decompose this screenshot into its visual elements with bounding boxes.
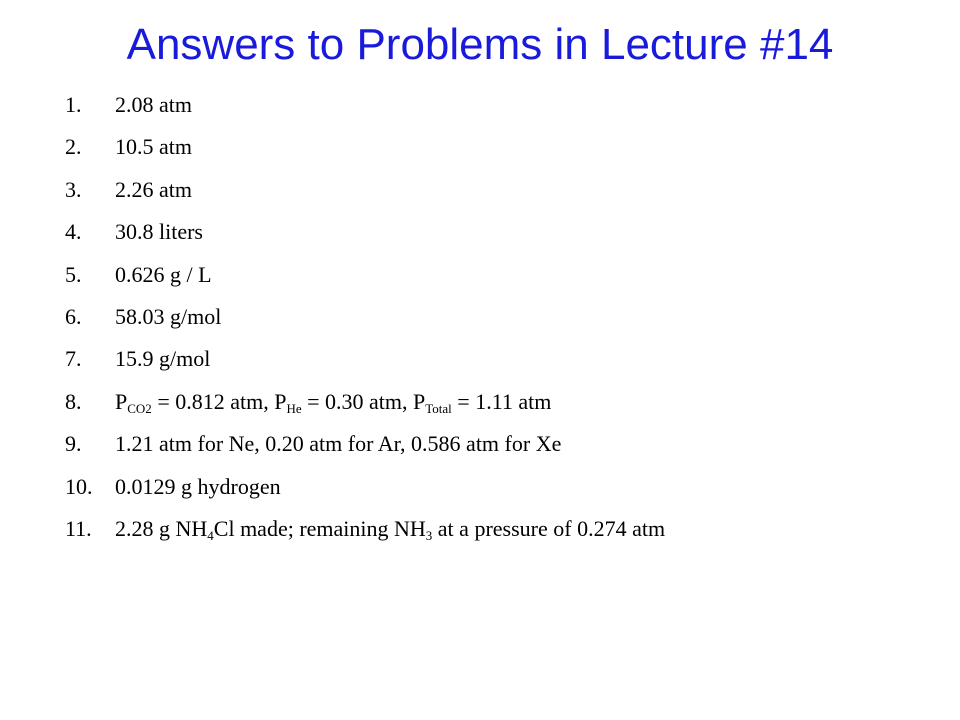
subscript: 4 [207, 527, 214, 543]
answer-text-segment: 30.8 liters [115, 219, 203, 245]
answer-text-segment: 2.26 atm [115, 176, 192, 202]
answer-item [65, 466, 665, 508]
answer-text [115, 346, 210, 371]
subscript: Total [425, 400, 452, 416]
answer-text [115, 389, 551, 414]
answer-item [65, 169, 665, 211]
answer-text [115, 474, 281, 499]
answer-text-segment: Cl made; remaining NH [213, 515, 426, 541]
answer-text-segment: 2.28 g NH [115, 515, 208, 541]
answer-text-segment: 1.21 atm for Ne, 0.20 atm for Ar, 0.586 atm for Xe [115, 431, 562, 457]
answer-text-segment: 0.0129 g hydrogen [115, 473, 281, 499]
answer-text-segment: P [115, 388, 128, 414]
answer-number: 1. [65, 92, 82, 117]
answer-text-segment: 58.03 g/mol [115, 303, 222, 329]
answer-text [115, 304, 221, 329]
answer-number: 6. [65, 303, 82, 329]
answer-number: 2. [65, 134, 82, 160]
answer-text [115, 177, 192, 202]
answer-item [65, 381, 665, 423]
subscript: He [286, 400, 302, 416]
answer-text-segment: 0.626 g / L [115, 261, 212, 287]
answer-number: 10. [65, 473, 93, 499]
answer-item [65, 84, 665, 126]
answer-text [115, 92, 192, 117]
answer-text [115, 262, 212, 287]
answer-item [65, 211, 665, 253]
answer-number: 11. [65, 515, 92, 541]
answer-text [115, 431, 561, 456]
answer-number: 5. [65, 261, 82, 287]
answer-number: 8. [65, 388, 82, 414]
slide-title: Answers to Problems in Lecture #14 [126, 20, 834, 69]
answer-text-segment: = 0.30 atm, P [301, 388, 426, 414]
answer-number: 4. [65, 219, 82, 245]
answer-text-segment: 15.9 g/mol [115, 346, 211, 372]
answer-text-segment: at a pressure of 0.274 atm [432, 515, 666, 541]
answer-item [65, 254, 665, 296]
answer-item [65, 126, 665, 168]
answer-number: 7. [65, 346, 82, 372]
answer-text-segment: = 1.11 atm [451, 388, 552, 414]
answer-item [65, 423, 665, 465]
answer-text-segment: 10.5 atm [115, 134, 192, 160]
answer-text [115, 134, 192, 159]
answer-text-segment: 2.08 atm [115, 92, 192, 117]
answer-list [65, 84, 665, 550]
subscript: 3 [425, 527, 433, 543]
answer-text [115, 516, 665, 541]
answer-item [65, 508, 665, 550]
answer-item [65, 338, 665, 380]
answer-text-segment: = 0.812 atm, P [151, 388, 287, 414]
answer-item [65, 296, 665, 338]
subscript: CO2 [127, 400, 152, 416]
answer-number: 3. [65, 176, 82, 202]
answer-number: 9. [65, 431, 82, 457]
answer-text [115, 219, 203, 244]
